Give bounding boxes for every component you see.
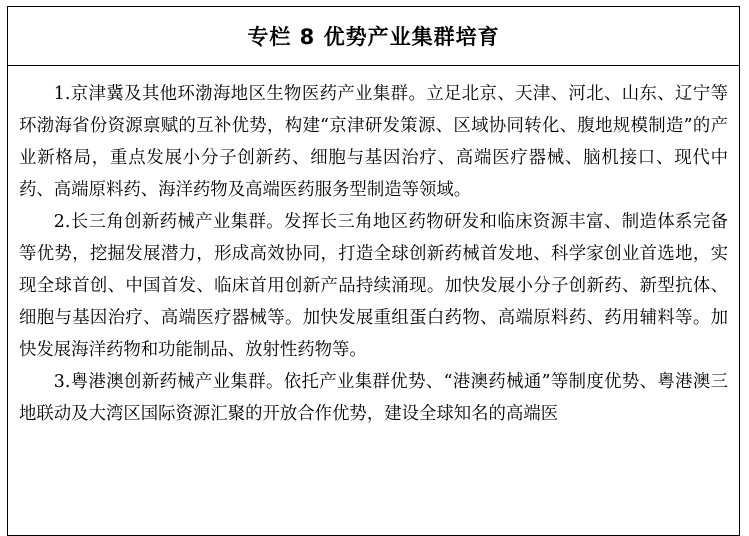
paragraph-heading: 3.粤港澳创新药械产业集群。 bbox=[53, 372, 284, 392]
feature-box bbox=[7, 6, 740, 536]
paragraph-greater-bay-area bbox=[19, 366, 728, 430]
paragraph-heading: 2.长三角创新药械产业集群。 bbox=[53, 212, 285, 232]
paragraph-beijing-tianjin-hebei bbox=[19, 78, 728, 206]
paragraph-yangtze-delta bbox=[19, 206, 728, 366]
paragraph-text: 发挥长三角地区药物研发和临床资源丰富、制造体系完备等优势，挖掘发展潜力，形成高效协同，打造全球创新药械首发地、科学家创业首选地，实现全球首创、中国首发、临床首用创新产品持续涌现。加快发展小分子创新药、新型抗体、细胞与基因治疗、高端医疗器械等。加快发展重组蛋白药物、高端原料药、药用辅料等。加快发展海洋药物和功能制品、放射性药物等。 bbox=[19, 212, 728, 360]
box-title: 专栏 8 优势产业集群培育 bbox=[247, 25, 500, 49]
box-body bbox=[8, 66, 739, 430]
box-header bbox=[8, 7, 739, 66]
paragraph-text: 依托产业集群优势、“港澳药械通”等制度优势、粤港澳三地联动及大湾区国际资源汇聚的开放合作优势，建设全球知名的高端医 bbox=[19, 372, 729, 424]
paragraph-heading: 1.京津冀及其他环渤海地区生物医药产业集群。 bbox=[53, 84, 427, 104]
paragraph-text: 立足北京、天津、河北、山东、辽宁等环渤海省份资源禀赋的互补优势，构建“京津研发策源、区域协同转化、腹地规模制造”的产业新格局，重点发展小分子创新药、细胞与基因治疗、高端医疗器械、脑机接口、现代中药、高端原料药、海洋药物及高端医药服务型制造等领域。 bbox=[19, 84, 728, 200]
